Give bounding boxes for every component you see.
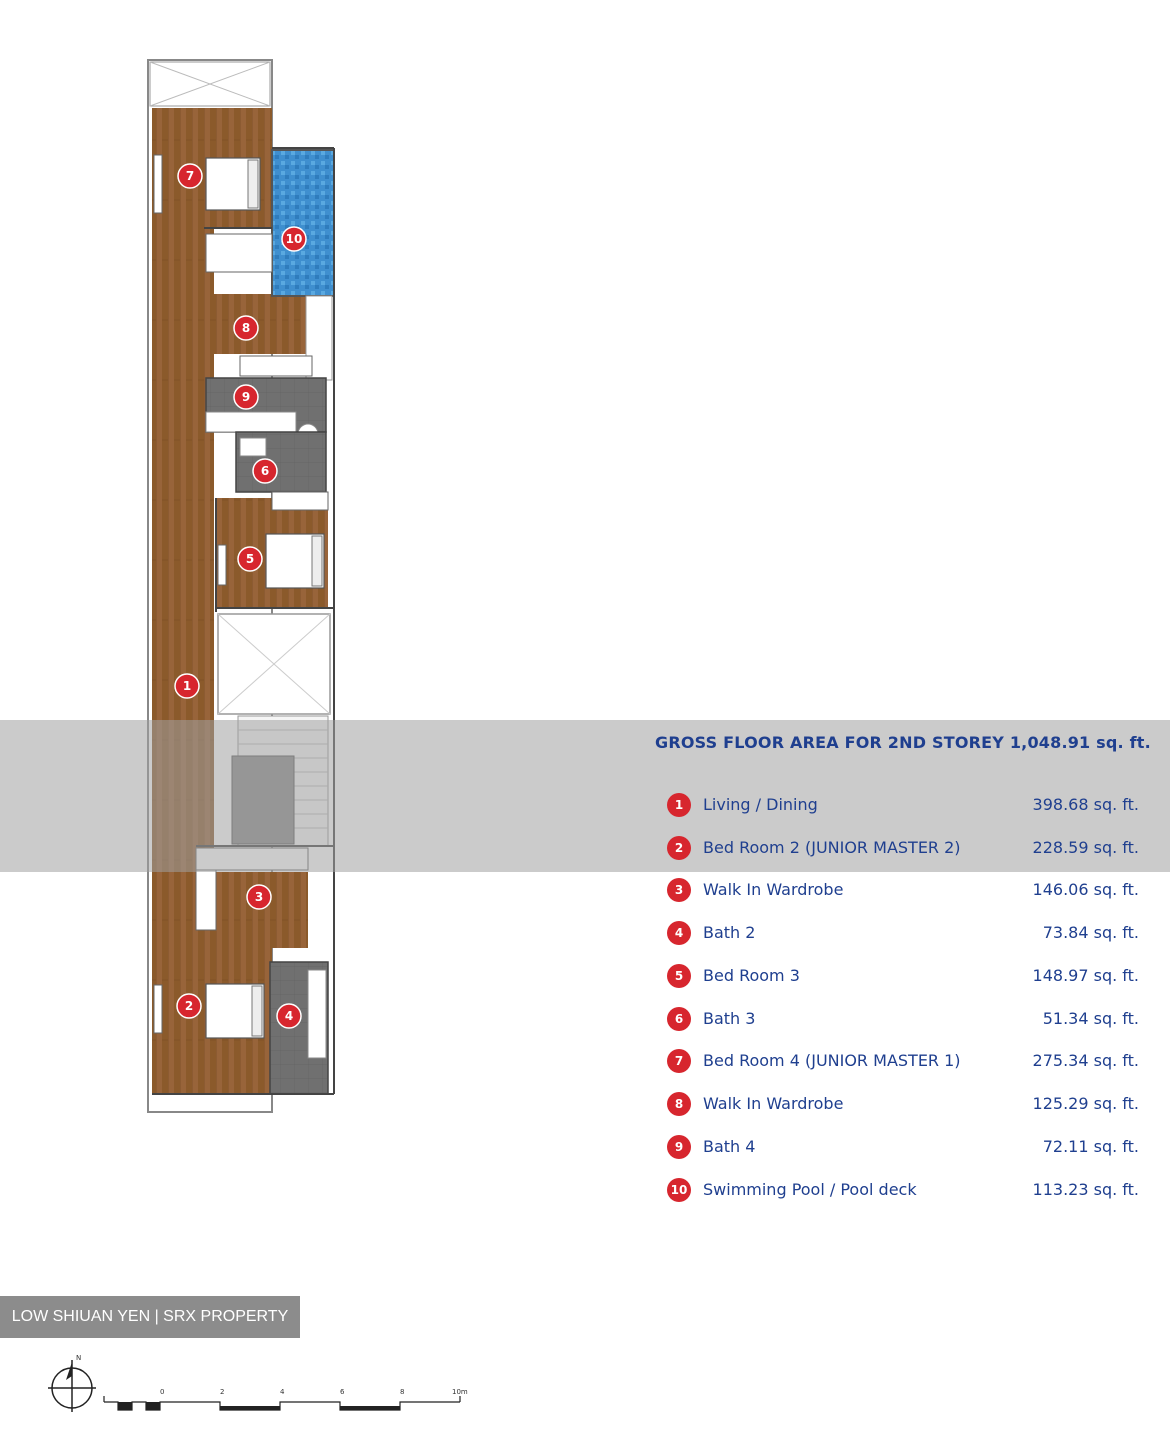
legend-label: Bed Room 3 [703, 966, 800, 985]
plan-badge-3 [247, 885, 271, 909]
legend-row [667, 1177, 1139, 1205]
legend-row [667, 1134, 1139, 1162]
legend-row [667, 1048, 1139, 1076]
plan-badge-2 [177, 994, 201, 1018]
legend-label: Walk In Wardrobe [703, 880, 844, 899]
plan-badge-5 [238, 547, 262, 571]
legend-area: 73.84 sq. ft. [1042, 923, 1139, 942]
plan-badge-8 [234, 316, 258, 340]
legend-badge: 7 [667, 1049, 691, 1073]
legend-row [667, 920, 1139, 948]
legend-area: 125.29 sq. ft. [1032, 1094, 1139, 1113]
scale-label: 6 [340, 1388, 345, 1396]
legend-row [667, 877, 1139, 905]
swimming-pool [272, 150, 334, 296]
svg-text:7: 7 [185, 169, 195, 183]
plan-badge-4 [277, 1004, 301, 1028]
svg-text:N: N [76, 1354, 82, 1362]
legend-area: 146.06 sq. ft. [1032, 880, 1139, 899]
svg-text:9: 9 [241, 390, 251, 404]
legend-badge: 5 [667, 964, 691, 988]
legend-badge: 6 [667, 1007, 691, 1031]
legend-area: 228.59 sq. ft. [1032, 838, 1139, 857]
legend-label: Living / Dining [703, 795, 818, 814]
legend-badge: 3 [667, 878, 691, 902]
legend-area: 51.34 sq. ft. [1042, 1009, 1139, 1028]
legend-badge: 1 [667, 793, 691, 817]
svg-text:6: 6 [260, 464, 270, 478]
scale-label: 4 [280, 1388, 285, 1396]
scale-label: 2 [220, 1388, 225, 1396]
legend-row [667, 1006, 1139, 1034]
legend-label: Walk In Wardrobe [703, 1094, 844, 1113]
legend-label: Bed Room 4 (JUNIOR MASTER 1) [703, 1051, 961, 1070]
scale-label: 8 [400, 1388, 405, 1396]
agent-watermark: LOW SHIUAN YEN | SRX PROPERTY [0, 1296, 300, 1338]
legend-area: 72.11 sq. ft. [1042, 1137, 1139, 1156]
svg-text:8: 8 [241, 321, 251, 335]
plan-badge-10 [282, 227, 306, 251]
legend-area: 275.34 sq. ft. [1032, 1051, 1139, 1070]
legend-badge: 4 [667, 921, 691, 945]
legend-area: 148.97 sq. ft. [1032, 966, 1139, 985]
svg-text:4: 4 [284, 1009, 294, 1023]
legend-label: Bath 3 [703, 1009, 756, 1028]
svg-text:10: 10 [285, 232, 303, 246]
svg-text:2: 2 [184, 999, 194, 1013]
plan-badge-1 [175, 674, 199, 698]
legend-area: 398.68 sq. ft. [1032, 795, 1139, 814]
svg-text:3: 3 [254, 890, 264, 904]
scale-label: 10m [452, 1388, 468, 1396]
legend-label: Bath 4 [703, 1137, 756, 1156]
north-arrow-icon [48, 1354, 96, 1412]
scale-label: 0 [160, 1388, 165, 1396]
legend-badge: 8 [667, 1092, 691, 1116]
plan-badge-6 [253, 459, 277, 483]
legend-badge: 10 [667, 1178, 691, 1202]
legend-badge: 9 [667, 1135, 691, 1159]
legend-label: Bath 2 [703, 923, 756, 942]
legend-title: GROSS FLOOR AREA FOR 2ND STOREY 1,048.91 sq. ft. [655, 733, 1151, 752]
svg-text:1: 1 [182, 679, 192, 693]
plan-badge-7 [178, 164, 202, 188]
legend-row [667, 835, 1139, 863]
legend-row [667, 1091, 1139, 1119]
legend-label: Bed Room 2 (JUNIOR MASTER 2) [703, 838, 961, 857]
legend-row [667, 792, 1139, 820]
legend-badge: 2 [667, 836, 691, 860]
legend-label: Swimming Pool / Pool deck [703, 1180, 917, 1199]
legend-area: 113.23 sq. ft. [1032, 1180, 1139, 1199]
legend-row [667, 963, 1139, 991]
svg-text:5: 5 [245, 552, 255, 566]
plan-badge-9 [234, 385, 258, 409]
